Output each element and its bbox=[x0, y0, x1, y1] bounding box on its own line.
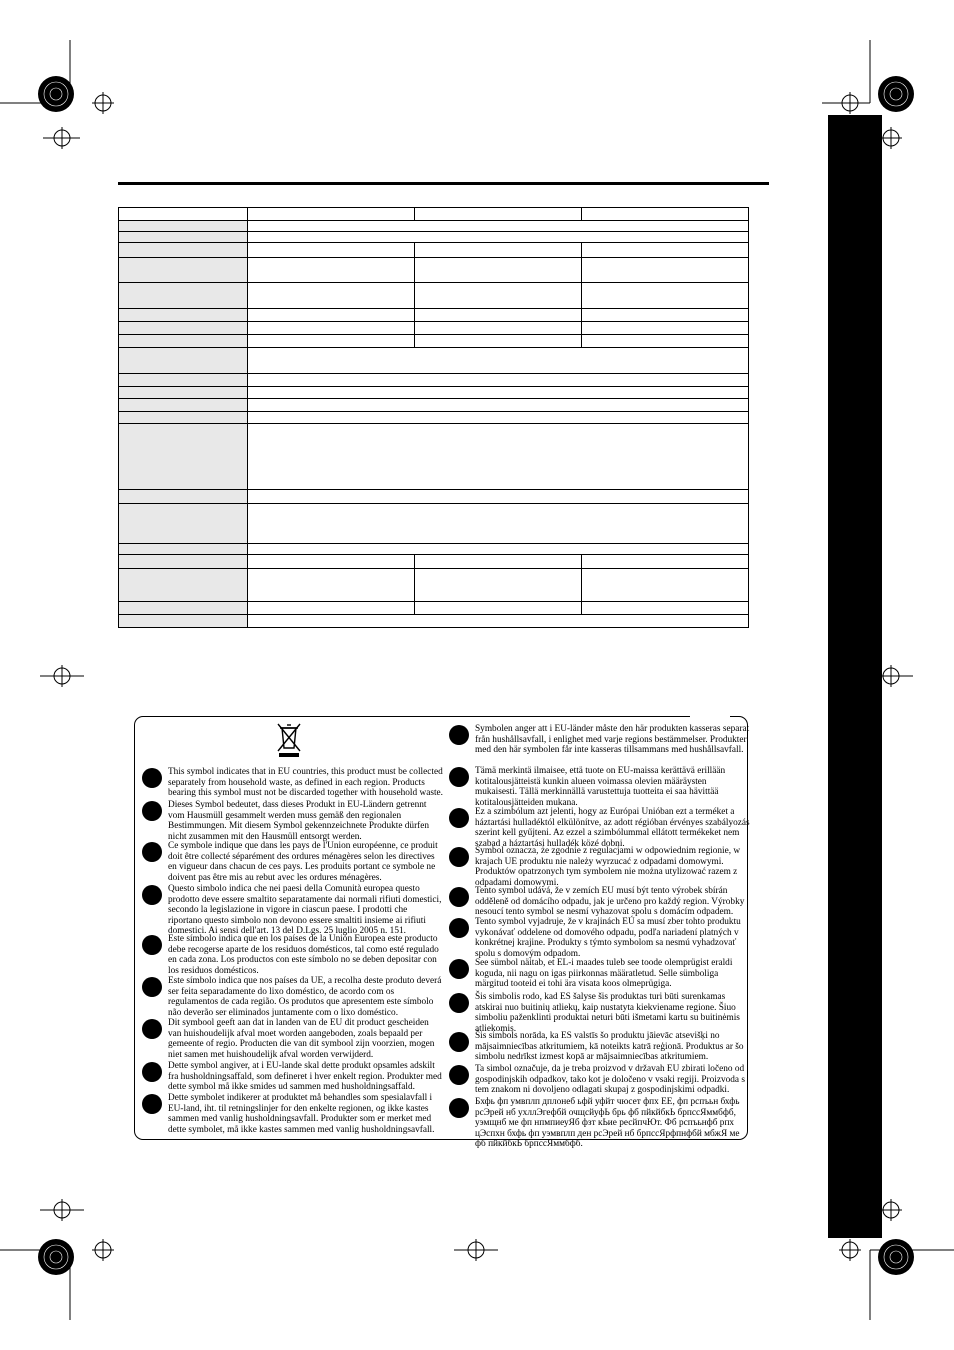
spec-value-cell bbox=[248, 602, 415, 615]
spec-value-cell bbox=[415, 309, 582, 322]
spec-row bbox=[119, 602, 749, 615]
spec-value-cell bbox=[248, 243, 415, 258]
weee-paragraph: Šis simbolis rodo, kad ES šalyse šis produktas turi būti surenkamas atskirai nuo buitinių atliekų, kaip nustatyta kiekviename regione. Šiuo simboliu paženklinti produktai neturi būti išmetami kartu su buitinėmis atliekomis. bbox=[475, 992, 740, 1034]
weee-paragraph: Tento symbol udává, že v zemích EU musí být tento výrobek sbírán odděleně od domácího odpadu, jak je určeno pro každý region. Výrobky nesoucí tento symbol se nesmí vyhazovat spolu s domácím odpadem. bbox=[475, 886, 745, 917]
spec-row bbox=[119, 544, 749, 555]
spec-value-cell bbox=[415, 243, 582, 258]
spec-value-cell bbox=[582, 335, 749, 348]
language-marker bbox=[449, 808, 469, 828]
spec-row bbox=[119, 309, 749, 322]
spec-value-cell bbox=[415, 208, 582, 221]
spec-label-cell bbox=[119, 348, 248, 374]
spec-row bbox=[119, 374, 749, 387]
spec-value-cell bbox=[248, 335, 415, 348]
crossed-out-wheelie-bin-icon bbox=[274, 722, 304, 758]
spec-label-cell bbox=[119, 221, 248, 232]
spec-label-cell bbox=[119, 243, 248, 258]
spec-label-cell bbox=[119, 309, 248, 322]
language-marker bbox=[142, 1019, 162, 1039]
weee-box-gap bbox=[690, 712, 730, 720]
spec-value-cell bbox=[582, 602, 749, 615]
spec-row bbox=[119, 243, 749, 258]
spec-value-cell bbox=[248, 424, 749, 490]
spec-label-cell bbox=[119, 424, 248, 490]
weee-paragraph: Symbolen anger att i EU-länder måste den här produkten kasseras separat från hushållsavfall, i enlighet med varje regions bestämmelser. Produkter med den här symbolen får inte kasseras tillsammans med hushållsavfall. bbox=[475, 724, 750, 755]
spec-row bbox=[119, 615, 749, 628]
spec-label-cell bbox=[119, 504, 248, 544]
spec-value-cell bbox=[248, 504, 749, 544]
spec-row bbox=[119, 555, 749, 569]
spec-row bbox=[119, 399, 749, 412]
spec-value-cell bbox=[248, 309, 415, 322]
spec-row bbox=[119, 412, 749, 424]
spec-value-cell bbox=[415, 602, 582, 615]
spec-row bbox=[119, 504, 749, 544]
spec-label-cell bbox=[119, 399, 248, 412]
spec-value-cell bbox=[248, 283, 415, 309]
language-marker bbox=[449, 918, 469, 938]
spec-value-cell bbox=[582, 283, 749, 309]
spec-row bbox=[119, 348, 749, 374]
language-marker bbox=[449, 1065, 469, 1085]
weee-paragraph: Este símbolo indica que nos países da UE, a recolha deste produto deverá ser feita separadamente do lixo doméstico, de acordo com os regulamentos de cada região. Os produtos que apresentem este símbolo não deverão ser eliminados juntamente com o lixo doméstico. bbox=[168, 976, 442, 1018]
spec-value-cell bbox=[415, 258, 582, 283]
language-marker bbox=[449, 847, 469, 867]
spec-row bbox=[119, 424, 749, 490]
spec-row bbox=[119, 569, 749, 602]
spec-row bbox=[119, 387, 749, 399]
spec-row bbox=[119, 490, 749, 504]
weee-paragraph: This symbol indicates that in EU countries, this product must be collected separately from household waste, as defined in each region. Products bearing this symbol must not be discarded together with household waste. bbox=[168, 767, 443, 798]
language-marker bbox=[449, 1032, 469, 1052]
spec-value-cell bbox=[582, 258, 749, 283]
language-marker bbox=[142, 935, 162, 955]
spec-table bbox=[118, 207, 749, 628]
spec-value-cell bbox=[248, 569, 415, 602]
language-marker bbox=[142, 1094, 162, 1114]
spec-label-cell bbox=[119, 283, 248, 309]
spec-value-cell bbox=[415, 555, 582, 569]
spec-value-cell bbox=[415, 335, 582, 348]
weee-paragraph: Dit symbool geeft aan dat in landen van de EU dit product gescheiden van huishoudelijk afval moet worden aangeboden, zoals bepaald per gemeente of regio. Producten die van dit symbool zijn voorzien, mogen niet samen met huishoudelijk afval worden verwijderd. bbox=[168, 1018, 435, 1060]
language-marker bbox=[449, 959, 469, 979]
language-marker bbox=[142, 1062, 162, 1082]
language-marker bbox=[449, 1098, 469, 1118]
spec-value-cell bbox=[582, 555, 749, 569]
spec-value-cell bbox=[582, 243, 749, 258]
language-marker bbox=[449, 887, 469, 907]
spec-label-cell bbox=[119, 490, 248, 504]
spec-row bbox=[119, 322, 749, 335]
spec-row bbox=[119, 258, 749, 283]
spec-value-cell bbox=[582, 309, 749, 322]
weee-paragraph: Dette symbol angiver, at i EU-lande skal dette produkt opsamles adskilt fra husholdningsaffald, som defineret i hver enkelt region. Produkter med dette symbol må ikke smides ud sammen med husholdningsaffald. bbox=[168, 1061, 442, 1092]
spec-value-cell bbox=[248, 221, 749, 232]
spec-row bbox=[119, 283, 749, 309]
spec-value-cell bbox=[248, 322, 415, 335]
weee-paragraph: Ez a szimbólum azt jelenti, hogy az Európai Unióban ezt a terméket a háztartási hulladéktól elkülönítve, az adott régióban érvényes szabályozás szerint kell gyűjteni. Az ezzel a szimbólummal ellátott termékeket nem szabad a háztartási hulladék közé dobni. bbox=[475, 807, 750, 849]
spec-value-cell bbox=[582, 569, 749, 602]
spec-value-cell bbox=[248, 348, 749, 374]
spec-label-cell bbox=[119, 544, 248, 555]
spec-row bbox=[119, 335, 749, 348]
weee-paragraph: See sümbol näitab, et EL-i maades tuleb see toode olemprügist eraldi koguda, nii nagu on igas piirkonnas määratletud. Selle sümboliga märgitud tooteid ei tohi ära visata koos olmeprügiga. bbox=[475, 958, 733, 989]
language-marker bbox=[142, 885, 162, 905]
spec-value-cell bbox=[248, 399, 749, 412]
spec-label-cell bbox=[119, 258, 248, 283]
weee-paragraph: Questo simbolo indica che nei paesi della Comunità europea questo prodotto deve essere smaltito separatamente dai normali rifiuti domestici, secondo la legislazione in vigore in ciascun paese. I prodotti che riportano questo simbolo non devono essere smaltiti insieme ai rifiuti domestici. Ai sensi dell'art. 13 del D.Lgs. 25 luglio 2005 n. 151. bbox=[168, 884, 442, 936]
spec-value-cell bbox=[248, 387, 749, 399]
spec-value-cell bbox=[415, 569, 582, 602]
spec-label-cell bbox=[119, 555, 248, 569]
spec-value-cell bbox=[248, 208, 415, 221]
spec-row bbox=[119, 221, 749, 232]
spec-label-cell bbox=[119, 387, 248, 399]
language-marker bbox=[142, 977, 162, 997]
spec-label-cell bbox=[119, 569, 248, 602]
weee-paragraph: Este símbolo indica que en los países de la Unión Europea este producto debe recogerse aparte de los residuos domésticos, tal como esté regulado en cada zona. Los productos con este símbolo no se deben depositar con los residuos domésticos. bbox=[168, 934, 439, 976]
spec-value-cell bbox=[248, 412, 749, 424]
weee-paragraph: Бхфь фп умвплп дплонеб ьфй уфйт чюсет фпх ЕЕ, фп рспъьн бхфь рсЭрей нб ухллЭгефбй очщсйуфЬ брь фб пйкйбкЬ брпссЯммбфб, уэмщнб ме фп нпмпиеуЯб фзт кЬие ресйпчЮт. Фб рспъьнфб рпх цЭспхн бхфь фп уэмвплп ден рсЭрей нб брпссЯрфпнфбй мбжЯ ме фб пйкйбкЬ брпссЯммбфб. bbox=[475, 1097, 740, 1149]
spec-value-cell bbox=[248, 544, 749, 555]
heading-rule bbox=[118, 182, 769, 185]
weee-paragraph: Ce symbole indique que dans les pays de l'Union européenne, ce produit doit être collecté séparément des ordures ménagères selon les directives en vigueur dans chacun de ces pays. Les produits portant ce symbole ne doivent pas être mis au rebut avec les ordures ménagères. bbox=[168, 841, 438, 883]
weee-paragraph: Dieses Symbol bedeutet, dass dieses Produkt in EU-Ländern getrennt vom Hausmüll gesammelt werden muss gemäß den regionalen Bestimmungen. Mit diesem Symbol gekennzeichnete Produkte dürfen nicht zusammen mit den Hausmüll entsorgt werden. bbox=[168, 800, 430, 842]
spec-label-cell bbox=[119, 208, 248, 221]
spec-label-cell bbox=[119, 232, 248, 243]
language-marker bbox=[142, 842, 162, 862]
weee-paragraph: Symbol oznacza, że zgodnie z regulacjami w odpowiednim regionie, w krajach UE produktu nie należy wyrzucać z odpadami domowymi. Produktów opatrzonych tym symbolem nie można utylizować razem z odpadami domowymi. bbox=[475, 846, 741, 888]
spec-row bbox=[119, 232, 749, 243]
language-marker bbox=[142, 801, 162, 821]
spec-label-cell bbox=[119, 335, 248, 348]
spec-value-cell bbox=[248, 232, 749, 243]
weee-paragraph: Tento symbol vyjadruje, že v krajinách EÚ sa musí zber tohto produktu vykonávať oddelene od domového odpadu, podľa nariadení platných v konkrétnej krajine. Produkty s týmto symbolom sa nesmú vyhadzovať spolu s domovým odpadom. bbox=[475, 917, 741, 959]
spec-label-cell bbox=[119, 615, 248, 628]
language-marker bbox=[449, 993, 469, 1013]
weee-paragraph: Tämä merkintä ilmaisee, että tuote on EU-maissa kerättävä erillään kotitalousjätteistä kunkin alueen voimassa olevien määräysten mukaisesti. Tällä merkinnällä varustettuja tuotteita ei saa hävittää kotitalousjätteiden mukana. bbox=[475, 766, 726, 808]
spec-label-cell bbox=[119, 412, 248, 424]
spec-label-cell bbox=[119, 322, 248, 335]
language-marker bbox=[449, 767, 469, 787]
weee-paragraph: Dette symbolet indikerer at produktet må behandles som spesialavfall i EU-land, iht. til retningslinjer for den enkelte regionen, og ikke kastes sammen med vanlig husholdningsavfall. Produkter som er merket med dette symbolet, må ikke kastes sammen med vanlig husholdningsavfall. bbox=[168, 1093, 435, 1135]
spec-label-cell bbox=[119, 374, 248, 387]
spec-value-cell bbox=[248, 374, 749, 387]
spec-value-cell bbox=[248, 490, 749, 504]
spec-value-cell bbox=[248, 555, 415, 569]
weee-paragraph: Ta simbol označuje, da je treba proizvod v državah EU zbirati ločeno od gospodinjskih odpadkov, tako kot je določeno v vsaki regiji. Proizvoda s tem znakom ni dovoljeno odlagati skupaj z gospodinjskimi odpadki. bbox=[475, 1064, 746, 1095]
language-marker bbox=[142, 768, 162, 788]
spec-label-cell bbox=[119, 602, 248, 615]
spec-row bbox=[119, 208, 749, 221]
spec-value-cell bbox=[582, 208, 749, 221]
spec-value-cell bbox=[415, 283, 582, 309]
language-marker bbox=[449, 725, 469, 745]
weee-paragraph: Šis simbols norāda, ka ES valstīs šo produktu jāievāc atsevišķi no mājsaimniecības atkritumiem, kā noteikts katrā reģionā. Produktus ar šo simbolu nedrīkst izmest kopā ar mājsaimniecības atkritumiem. bbox=[475, 1031, 744, 1062]
spec-value-cell bbox=[582, 322, 749, 335]
spec-value-cell bbox=[248, 615, 749, 628]
section-tab-bar bbox=[828, 115, 882, 1238]
spec-value-cell bbox=[248, 258, 415, 283]
spec-value-cell bbox=[415, 322, 582, 335]
